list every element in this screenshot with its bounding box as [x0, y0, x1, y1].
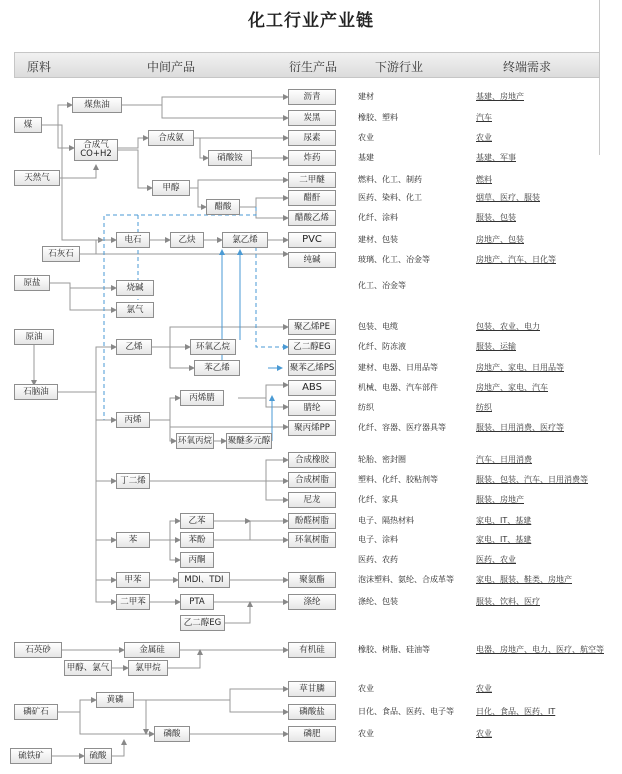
node-phosphoric-acid: 磷酸 — [154, 726, 190, 742]
downstream-industry: 建材 — [358, 92, 374, 101]
downstream-industry: 化纤、涂料 — [358, 213, 398, 222]
node-raw-salt: 原盐 — [14, 275, 50, 291]
terminal-demand: 烟草、医疗、服装 — [476, 193, 540, 202]
terminal-demand: 农业 — [476, 729, 492, 738]
node-limestone: 石灰石 — [42, 246, 80, 262]
node-polyether-polyol: 聚醚多元醇 — [226, 433, 272, 449]
terminal-demand: 纺织 — [476, 403, 492, 412]
terminal-demand: 日化、食品、医药、IT — [476, 707, 556, 716]
derivative-product: 炸药 — [288, 150, 336, 166]
downstream-industry: 电子、涂料 — [358, 535, 398, 544]
terminal-demand: 汽车 — [476, 113, 492, 122]
terminal-demand: 医药、农业 — [476, 555, 516, 564]
header-downstream: 下游行业 — [375, 60, 424, 74]
terminal-demand: 服装、饮料、医疗 — [476, 597, 540, 606]
page-title: 化工行业产业链 — [248, 11, 374, 31]
terminal-demand: 房地产、家电、汽车 — [476, 383, 548, 392]
derivative-product: 沥青 — [288, 89, 336, 105]
node-xylene: 二甲苯 — [116, 594, 150, 610]
downstream-industry: 塑料、化纤、胶粘剂等 — [358, 475, 438, 484]
downstream-industry: 玻璃、化工、冶金等 — [358, 255, 430, 264]
downstream-industry: 农业 — [358, 133, 374, 142]
downstream-industry: 化纤、家具 — [358, 495, 398, 504]
header-intermediate: 中间产品 — [147, 60, 196, 74]
downstream-industry: 化纤、防冻液 — [358, 342, 406, 351]
downstream-industry: 日化、食品、医药、电子等 — [358, 707, 454, 716]
derivative-product: 有机硅 — [288, 642, 336, 658]
downstream-industry: 泡沫塑料、氨纶、合成革等 — [358, 575, 454, 584]
node-ethylbenzene: 乙苯 — [180, 513, 214, 529]
terminal-demand: 服装、房地产 — [476, 495, 524, 504]
terminal-demand: 服装、日用消费、医疗等 — [476, 423, 564, 432]
node-butadiene: 丁二烯 — [116, 473, 150, 489]
downstream-industry: 化工、冶金等 — [358, 281, 406, 290]
terminal-demand: 基建、军事 — [476, 153, 516, 162]
header-derivative: 衍生产品 — [289, 60, 338, 74]
downstream-industry: 医药、农药 — [358, 555, 398, 564]
downstream-industry: 涤纶、包装 — [358, 597, 398, 606]
derivative-product: PVC — [288, 232, 336, 248]
terminal-demand: 服装、包装 — [476, 213, 516, 222]
terminal-demand: 农业 — [476, 133, 492, 142]
derivative-product: 合成橡胶 — [288, 452, 336, 468]
terminal-demand: 农业 — [476, 684, 492, 693]
downstream-industry: 轮胎、密封圈 — [358, 455, 406, 464]
node-quartz-sand: 石英砂 — [14, 642, 62, 658]
node-natural-gas: 天然气 — [14, 170, 60, 186]
node-acetylene: 乙炔 — [170, 232, 204, 248]
downstream-industry: 电子、隔热材料 — [358, 516, 414, 525]
derivative-product: 磷酸盐 — [288, 704, 336, 720]
node-ethylene-oxide: 环氧乙烷 — [190, 339, 236, 355]
downstream-industry: 基建 — [358, 153, 374, 162]
downstream-industry: 农业 — [358, 729, 374, 738]
derivative-product: 草甘膦 — [288, 681, 336, 697]
node-pta: PTA — [180, 594, 214, 610]
derivative-product: 尿素 — [288, 130, 336, 146]
downstream-industry: 化纤、容器、医疗器具等 — [358, 423, 446, 432]
terminal-demand: 房地产、家电、日用品等 — [476, 363, 564, 372]
derivative-product: 醋酸乙烯 — [288, 210, 336, 226]
node-calcium-carbide: 电石 — [116, 232, 150, 248]
node-naphtha: 石脑油 — [14, 384, 58, 400]
downstream-industry: 橡胶、塑料 — [358, 113, 398, 122]
terminal-demand: 家电、IT、基建 — [476, 516, 532, 525]
node-ethylene: 乙烯 — [116, 339, 152, 355]
derivative-product: 磷肥 — [288, 726, 336, 742]
downstream-industry: 医药、染料、化工 — [358, 193, 422, 202]
node-methanol: 甲醇 — [152, 180, 190, 196]
derivative-product: 聚乙烯PE — [288, 319, 336, 335]
terminal-demand: 房地产、包装 — [476, 235, 524, 244]
terminal-demand: 包装、农业、电力 — [476, 322, 540, 331]
derivative-product: 合成树脂 — [288, 472, 336, 488]
downstream-industry: 包装、电缆 — [358, 322, 398, 331]
downstream-industry: 农业 — [358, 684, 374, 693]
downstream-industry: 建材、电器、日用品等 — [358, 363, 438, 372]
node-methyl-chloride: 氯甲烷 — [128, 660, 168, 676]
derivative-product: 聚苯乙烯PS — [288, 360, 336, 376]
downstream-industry: 建材、包装 — [358, 235, 398, 244]
derivative-product: 乙二醇EG — [288, 339, 336, 355]
node-propylene: 丙烯 — [116, 412, 150, 428]
node-caustic-soda: 烧碱 — [116, 280, 154, 296]
node-syngas: 合成气 CO+H2 — [74, 139, 118, 161]
node-phosphate-rock: 磷矿石 — [14, 704, 58, 720]
node-ammonium-nitrate: 硝酸铵 — [208, 150, 252, 166]
header-raw: 原料 — [27, 60, 52, 74]
node-crude-oil: 原油 — [14, 329, 54, 345]
downstream-industry: 燃料、化工、制药 — [358, 175, 422, 184]
node-chlorine: 氯气 — [116, 302, 154, 318]
node-acrylonitrile: 丙烯腈 — [180, 390, 224, 406]
node-toluene: 甲苯 — [116, 572, 150, 588]
node-propylene-oxide: 环氧丙烷 — [176, 433, 214, 449]
node-coal: 煤 — [14, 117, 42, 133]
terminal-demand: 电器、房地产、电力、医疗、航空等 — [476, 645, 604, 654]
terminal-demand: 服装、运输 — [476, 342, 516, 351]
terminal-demand: 房地产、汽车、日化等 — [476, 255, 556, 264]
downstream-industry: 纺织 — [358, 403, 374, 412]
node-pyrite: 硫铁矿 — [10, 748, 52, 764]
node-benzene: 苯 — [116, 532, 150, 548]
derivative-product: 炭黑 — [288, 110, 336, 126]
derivative-product: 纯碱 — [288, 252, 336, 268]
node-acetic-acid: 醋酸 — [206, 199, 240, 215]
node-acetone: 丙酮 — [180, 552, 214, 568]
node-coal-tar: 煤焦油 — [72, 97, 122, 113]
derivative-product: 聚氨酯 — [288, 572, 336, 588]
node-phenol: 苯酚 — [180, 532, 214, 548]
terminal-demand: 汽车、日用消费 — [476, 455, 532, 464]
header-demand: 终端需求 — [503, 60, 552, 74]
node-silicon-metal: 金属硅 — [124, 642, 180, 658]
terminal-demand: 家电、服装、鞋类、房地产 — [476, 575, 572, 584]
derivative-product: 二甲醚 — [288, 172, 336, 188]
derivative-product: 环氧树脂 — [288, 532, 336, 548]
downstream-industry: 机械、电器、汽车部件 — [358, 383, 438, 392]
derivative-product: 尼龙 — [288, 492, 336, 508]
terminal-demand: 燃料 — [476, 175, 492, 184]
terminal-demand: 基建、房地产 — [476, 92, 524, 101]
derivative-product: 酚醛树脂 — [288, 513, 336, 529]
node-styrene: 苯乙烯 — [194, 360, 240, 376]
derivative-product: 醋酐 — [288, 190, 336, 206]
node-yellow-phosphorus: 黄磷 — [96, 692, 134, 708]
node-ethylene-glycol: 乙二醇EG — [180, 615, 225, 631]
derivative-product: 涤纶 — [288, 594, 336, 610]
derivative-product: ABS — [288, 380, 336, 396]
node-sulfuric-acid: 硫酸 — [84, 748, 112, 764]
terminal-demand: 家电、IT、基建 — [476, 535, 532, 544]
node-vinyl-chloride: 氯乙烯 — [222, 232, 268, 248]
node-mdi-tdi: MDI、TDI — [178, 572, 230, 588]
downstream-industry: 橡胶、树脂、硅油等 — [358, 645, 430, 654]
node-ammonia: 合成氨 — [148, 130, 194, 146]
terminal-demand: 服装、包装、汽车、日用消费等 — [476, 475, 588, 484]
derivative-product: 聚丙烯PP — [288, 420, 336, 436]
node-methanol-chlorine: 甲醇、氯气 — [64, 660, 112, 676]
derivative-product: 腈纶 — [288, 400, 336, 416]
